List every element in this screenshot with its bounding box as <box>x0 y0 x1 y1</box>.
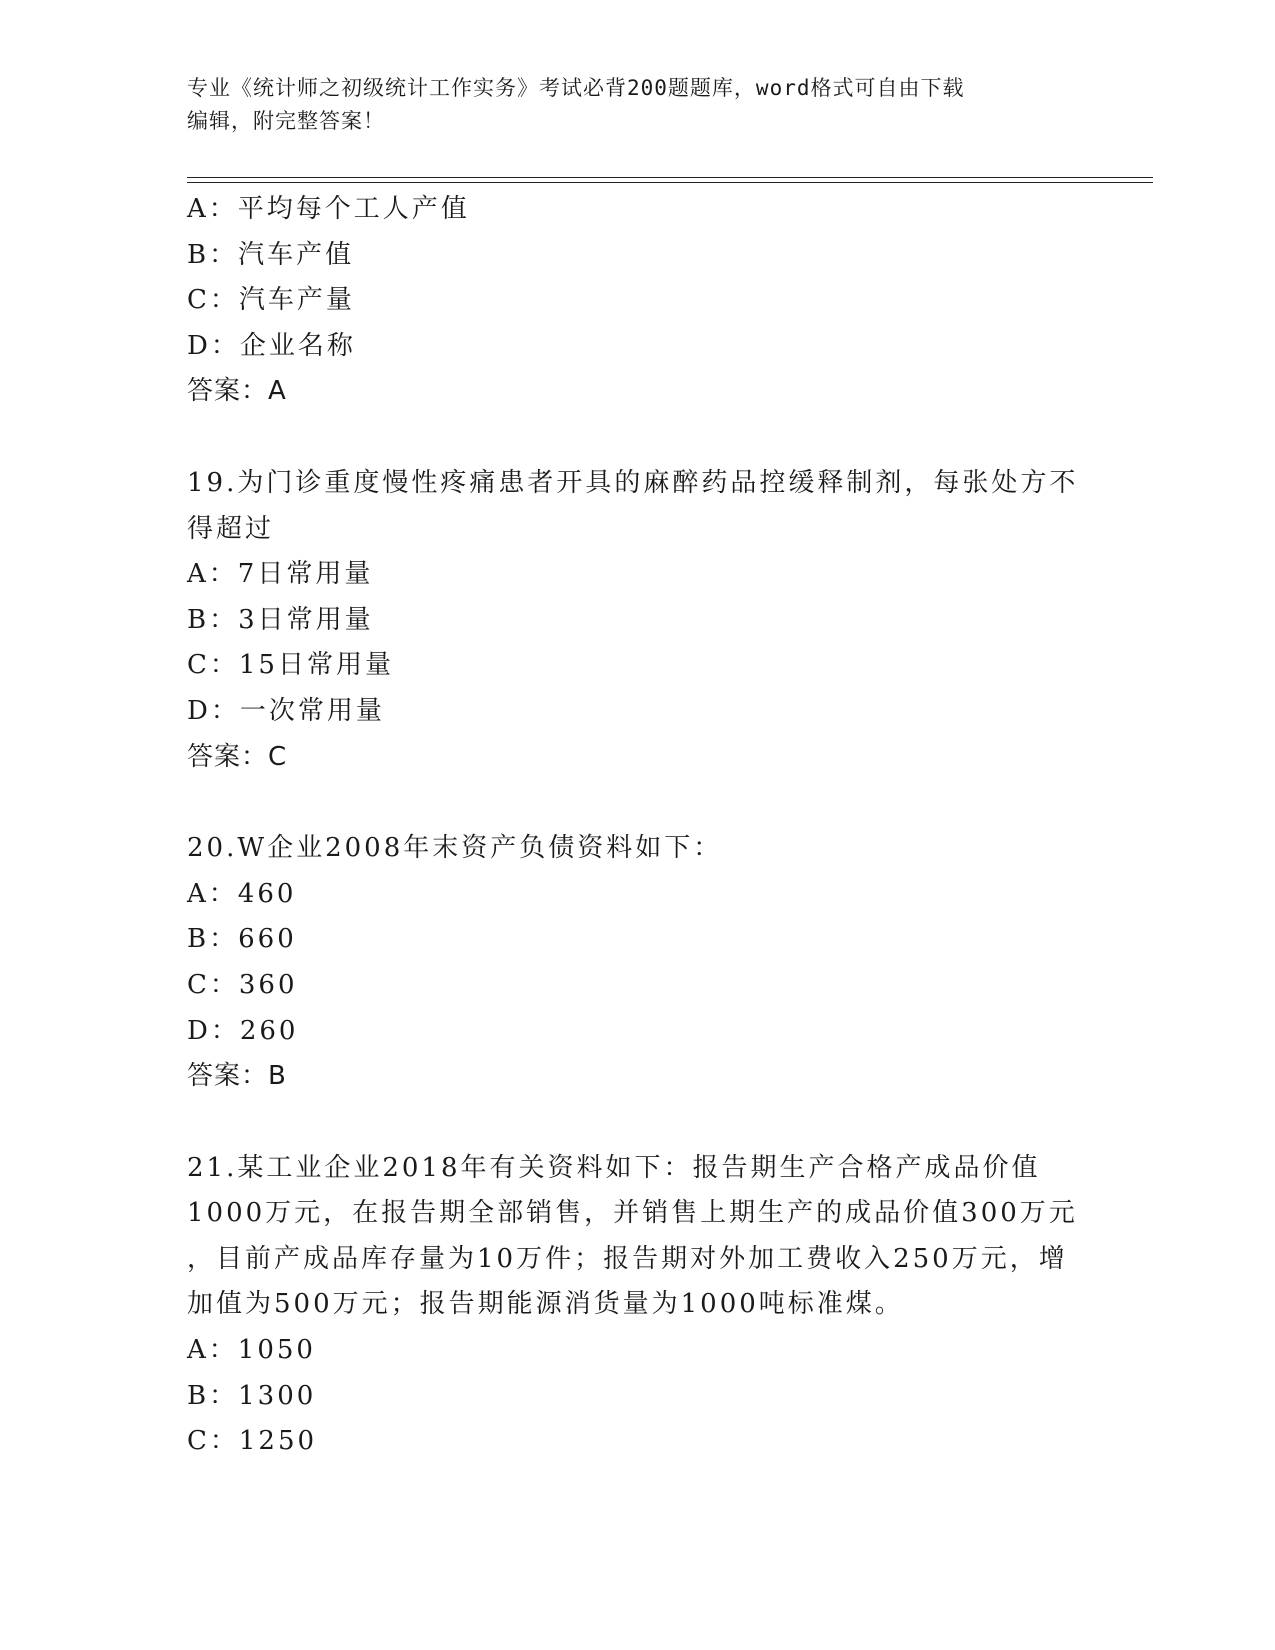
option-c: C：汽车产量 <box>187 285 355 316</box>
question-stem: ，目前产成品库存量为10万件；报告期对外加工费收入250万元，增 <box>187 1243 1068 1274</box>
answer-label: 答案：A <box>187 376 287 407</box>
header-line-2: 编辑，附完整答案！ <box>187 109 385 133</box>
document-header <box>187 72 1087 138</box>
question-stem: 21.某工业企业2018年有关资料如下：报告期生产合格产成品价值 <box>187 1152 1041 1183</box>
answer-label: 答案：B <box>187 1061 287 1092</box>
option-a: A：1050 <box>187 1335 316 1366</box>
option-d: D：一次常用量 <box>187 695 385 726</box>
question-20 <box>187 826 1087 1100</box>
question-stem: 20.W企业2008年末资产负债资料如下： <box>187 833 723 864</box>
question-stem: 得超过 <box>187 513 275 544</box>
option-b: B：1300 <box>187 1380 317 1411</box>
option-a: A：460 <box>187 878 297 909</box>
option-c: C：1250 <box>187 1426 318 1457</box>
option-d: D：260 <box>187 1015 299 1046</box>
option-d: D：企业名称 <box>187 330 356 361</box>
question-stem: 加值为500万元；报告期能源消货量为1000吨标准煤。 <box>187 1289 904 1320</box>
question-stem: 19.为门诊重度慢性疼痛患者开具的麻醉药品控缓释制剂，每张处方不 <box>187 467 1079 498</box>
header-divider-bottom <box>187 182 1153 183</box>
question-19 <box>187 461 1087 780</box>
question-21 <box>187 1146 1087 1465</box>
option-b: B：3日常用量 <box>187 604 374 635</box>
option-a: A：平均每个工人产值 <box>187 194 470 224</box>
option-b: B：汽车产值 <box>187 239 355 270</box>
header-line-1: 专业《统计师之初级统计工作实务》考试必背200题题库，word格式可自由下载 <box>187 76 965 100</box>
question-stem: 1000万元，在报告期全部销售，并销售上期生产的成品价值300万元 <box>187 1198 1078 1229</box>
header-divider-top <box>187 177 1153 178</box>
option-c: C：360 <box>187 969 298 1000</box>
question-18-partial <box>187 187 1087 415</box>
option-a: A：7日常用量 <box>187 559 374 590</box>
option-b: B：660 <box>187 924 297 955</box>
option-c: C：15日常用量 <box>187 650 394 681</box>
answer-label: 答案：C <box>187 741 288 772</box>
question-list <box>187 187 1087 1465</box>
